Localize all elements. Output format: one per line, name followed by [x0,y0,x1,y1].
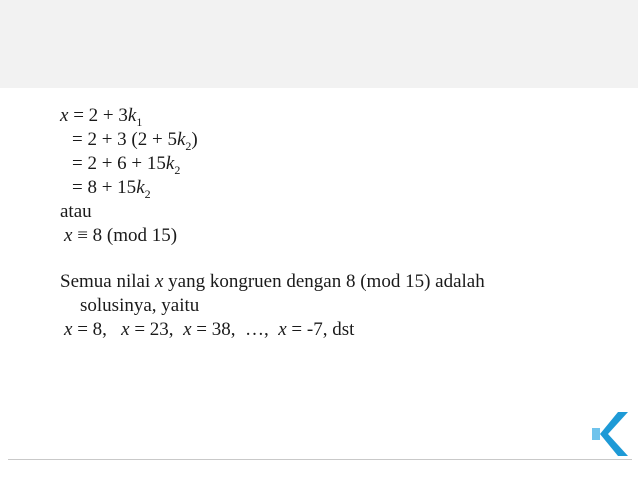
solutions-line [60,318,485,342]
paragraph-line-1 [60,270,485,294]
footer-divider [8,459,632,460]
expr: = 2 + 3 (2 + 5 [72,129,177,150]
expr: = 23, [129,319,184,340]
var-k: k [176,129,186,150]
expr-after: ) [191,129,198,150]
expr: = 8 + 15 [72,177,137,198]
expr: ≡ 8 (mod 15) [72,225,178,246]
paragraph-text: yang kongruen dengan 8 (mod 15) adalah [163,271,485,292]
expr: = 8, [72,319,122,340]
equation-line-1 [60,104,485,128]
paragraph-line-2: solusinya, yaitu [80,295,200,316]
paragraph-text: Semua nilai [60,271,155,292]
equation-line-2 [60,128,485,152]
var-x: x [154,271,164,292]
expr: = -7, dst [286,319,355,340]
slide-content [60,104,485,342]
expr: = 2 + 6 + 15 [72,153,166,174]
subscript: 2 [174,163,181,177]
var-x: x [64,225,73,246]
var-k: k [165,153,175,174]
var-k: k [136,177,145,198]
var-x: x [121,319,130,340]
equation-line-3 [60,152,485,176]
var-x: x [60,105,69,126]
equation-line-4 [60,176,485,200]
var-x: x [64,319,73,340]
chevron-logo-icon [590,410,630,458]
expr: = 2 + 3 [68,105,128,126]
atau-text: atau [60,201,92,222]
subscript: 2 [144,187,151,201]
header-band [0,0,638,88]
congruence-line [60,224,485,248]
var-k: k [127,105,137,126]
subscript: 1 [136,115,143,129]
var-x: x [278,319,287,340]
var-x: x [183,319,192,340]
subscript: 2 [185,139,192,153]
expr: = 38, …, [191,319,279,340]
